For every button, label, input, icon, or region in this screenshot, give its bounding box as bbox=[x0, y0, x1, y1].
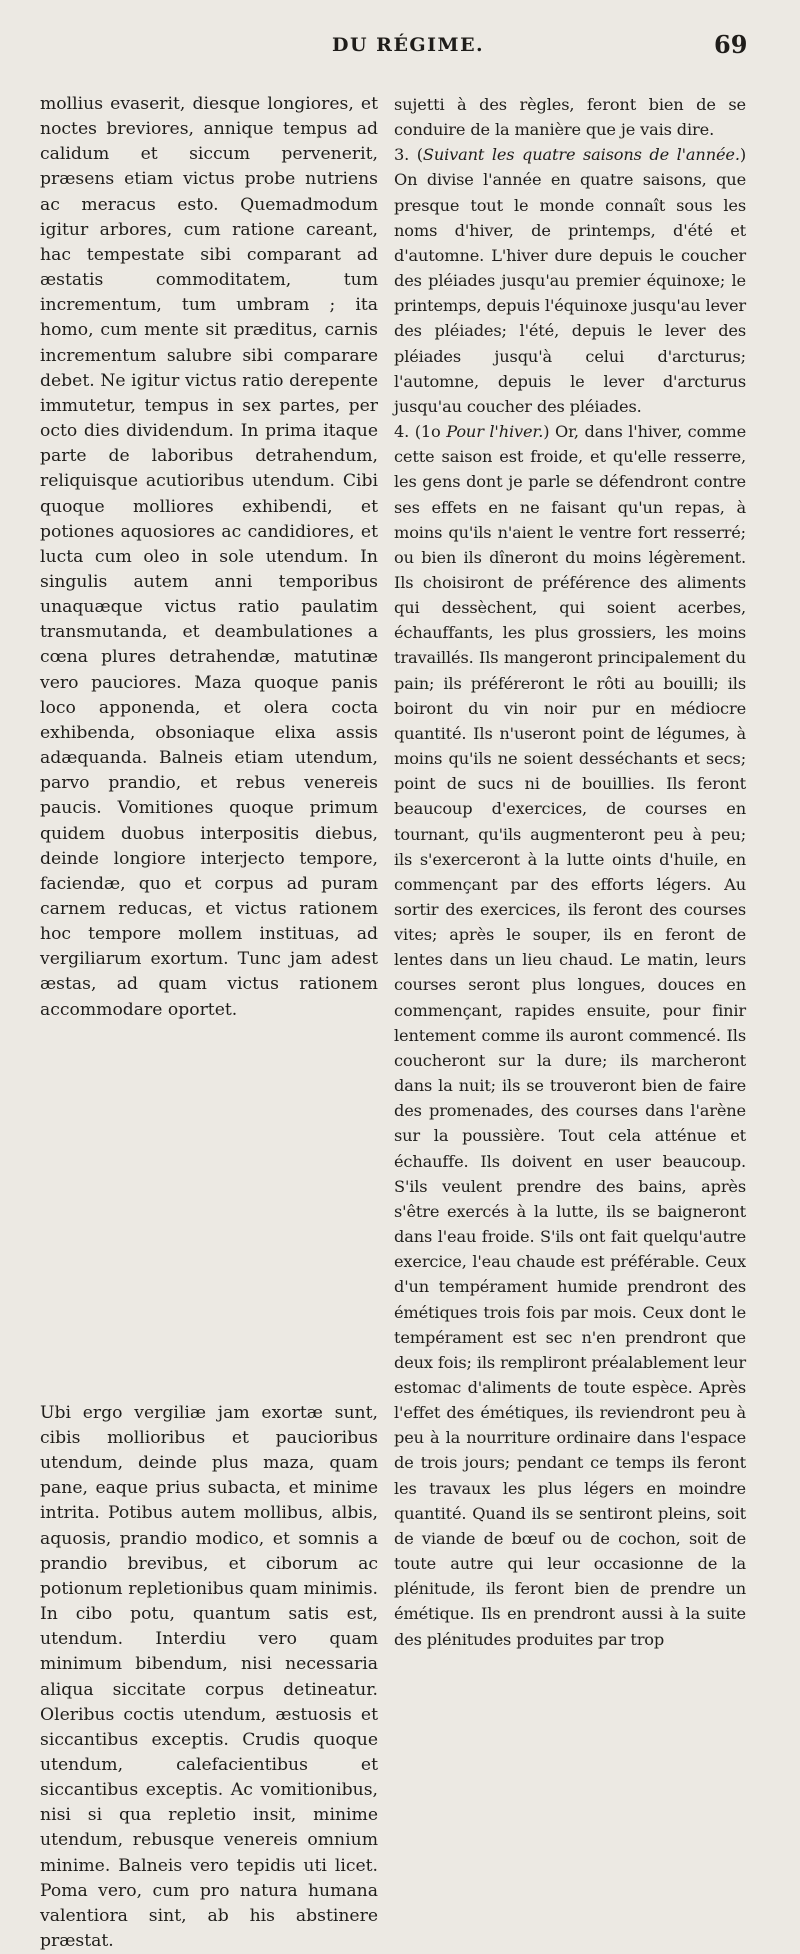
french-column bbox=[394, 92, 746, 1652]
section-heading-winter: Pour l'hiver. bbox=[446, 422, 544, 442]
latin-column bbox=[40, 92, 378, 1954]
section-number-3: 3. ( bbox=[394, 145, 423, 165]
running-title: DU RÉGIME. bbox=[332, 34, 485, 56]
french-paragraph-3-text: Or, dans l'hiver, comme cette saison est froide, et qu'elle resserre, les gens dont je parle se défendront contre ses effets en ne faisant qu'un repas, à moins qu'ils n'aient le ventre fort resserré; ou bien ils dîneront du moins légèrement. Ils choisiront de préférence des aliments qui dessèchent, qui soient acerbes, échauffants, les plus grossiers, les moins travaillés. Ils mangeront principalement du pain; ils préféreront le rôti au bouilli; ils boiront du vin noir pur en médiocre quantité. Ils n'useront point de légumes, à moins qu'ils ne soient desséchants et secs; point de sucs ni de bouillies. Ils feront beaucoup d'exercices, de courses en tournant, qu'ils augmenteront peu à peu; ils s'exerceront à la lutte oints d'huile, en commençant par des efforts légers. Au sortir des exercices, ils feront des courses vites; après le souper, ils en feront de lentes dans un lieu chaud. Le matin, leurs courses seront plus longues, douces en commençant, rapides ensuite, pour finir lentement comme ils auront commencé. Ils coucheront sur la dure; ils marcheront dans la nuit; ils se trouveront bien de faire des promenades, des courses dans l'arène sur la poussière. Tout cela atténue et échauffe. Ils doivent en user beaucoup. S'ils veulent prendre des bains, après s'être exercés à la lutte, ils se baigneront dans l'eau froide. S'ils ont fait quelqu'autre exercice, l'eau chaude est préférable. Ceux d'un tempérament humide prendront des émétiques trois fois par mois. Ceux dont le tempérament est sec n'en prendront que deux fois; ils rempliront préalablement leur estomac d'aliments de toute espèce. Après l'effet des émétiques, ils reviendront peu à peu à la nourriture ordinaire dans l'espace de trois jours; pendant ce temps ils feront les travaux les plus légers en moindre quantité. Quand ils se sentiront pleins, soit de viande de bœuf ou de cochon, soit de toute autre qui leur occasionne de la plénitude, ils feront bien de prendre un émétique. Ils en prendront aussi à la suite des plénitudes produites par trop bbox=[394, 422, 747, 1649]
page-number: 69 bbox=[714, 30, 748, 59]
french-paragraph-2 bbox=[394, 142, 746, 419]
french-paragraph-2-text: On divise l'année en quatre saisons, que presque tout le monde connaît sous les noms d'hiver, de printemps, d'été et d'automne. L'hiver dure depuis le coucher des pléiades jusqu'au premier équinoxe; le printemps, depuis l'équinoxe jusqu'au lever des pléiades; l'été, depuis le lever des pléiades jusqu'à celui d'arcturus; l'automne, depuis le lever d'arcturus jusqu'au coucher des pléiades. bbox=[394, 170, 746, 416]
section-number-4: 4. (1o bbox=[394, 422, 447, 442]
french-paragraph-3 bbox=[394, 419, 746, 1652]
french-paragraph-1: sujetti à des règles, feront bien de se conduire de la manière que je vais dire. bbox=[394, 95, 746, 140]
section-close-3: ) bbox=[739, 145, 746, 165]
latin-paragraph-2: Ubi ergo vergiliæ jam exortæ sunt, cibis mollioribus et paucioribus utendum, deinde plus maza, quam pane, eaque prius subacta, et minime intrita. Potibus autem mollibus, albis, aquosis, prandio modico, et somnis a prandio brevibus, et ciborum ac potionum repletionibus quam minimis. In cibo potu, quantum satis est, utendum. Interdiu vero quam minimum bibendum, nisi necessaria aliqua siccitate corpus detineatur. Oleribus coctis utendum, æstuosis et siccantibus exceptis. Crudis quoque utendum, calefacientibus et siccantibus exceptis. Ac vomitionibus, nisi si qua repletio insit, minime utendum, rebusque venereis omnium minime. Balneis vero tepidis uti licet. Poma vero, cum pro natura humana valentiora sint, ab his abstinere præstat. bbox=[40, 1402, 378, 1952]
running-head bbox=[0, 28, 800, 68]
section-close-4: ) bbox=[543, 422, 550, 442]
column-gap bbox=[40, 1023, 378, 1401]
latin-paragraph-1: mollius evaserit, diesque longiores, et noctes breviores, annique tempus ad calidum et siccum pervenerit, præsens etiam victus probe nutriens ac meracus esto. Quemadmodum igitur arbores, cum ratione careant, hac tempestate sibi comparant ad æstatis commoditatem, tum incrementum, tum umbram ; ita homo, cum mente sit præditus, carnis incrementum salubre sibi comparare debet. Ne igitur victus ratio derepente immutetur, tempus in sex partes, per octo dies dividendum. In prima itaque parte de laboribus detrahendum, reliquisque acutioribus utendum. Cibi quoque molliores exhibendi, et potiones aquosiores ac candidiores, et lucta cum oleo in sole utendum. In singulis autem anni temporibus unaquæque victus ratio paulatim transmutanda, et deambulationes a cœna plures detrahendæ, matutinæ vero pauciores. Maza quoque panis loco apponenda, et olera cocta exhibenda, obsoniaque elixa assis adæquanda. Balneis etiam utendum, parvo prandio, et rebus venereis paucis. Vomitiones quoque primum quidem duobus interpositis diebus, deinde longiore interjecto tempore, faciendæ, quo et corpus ad puram carnem reducas, et victus rationem hoc tempore mollem instituas, ad vergiliarum exortum. Tunc jam adest æstas, ad quam victus rationem accommodare oportet. bbox=[40, 94, 378, 1020]
section-heading-seasons: Suivant les quatre saisons de l'année. bbox=[422, 145, 740, 165]
